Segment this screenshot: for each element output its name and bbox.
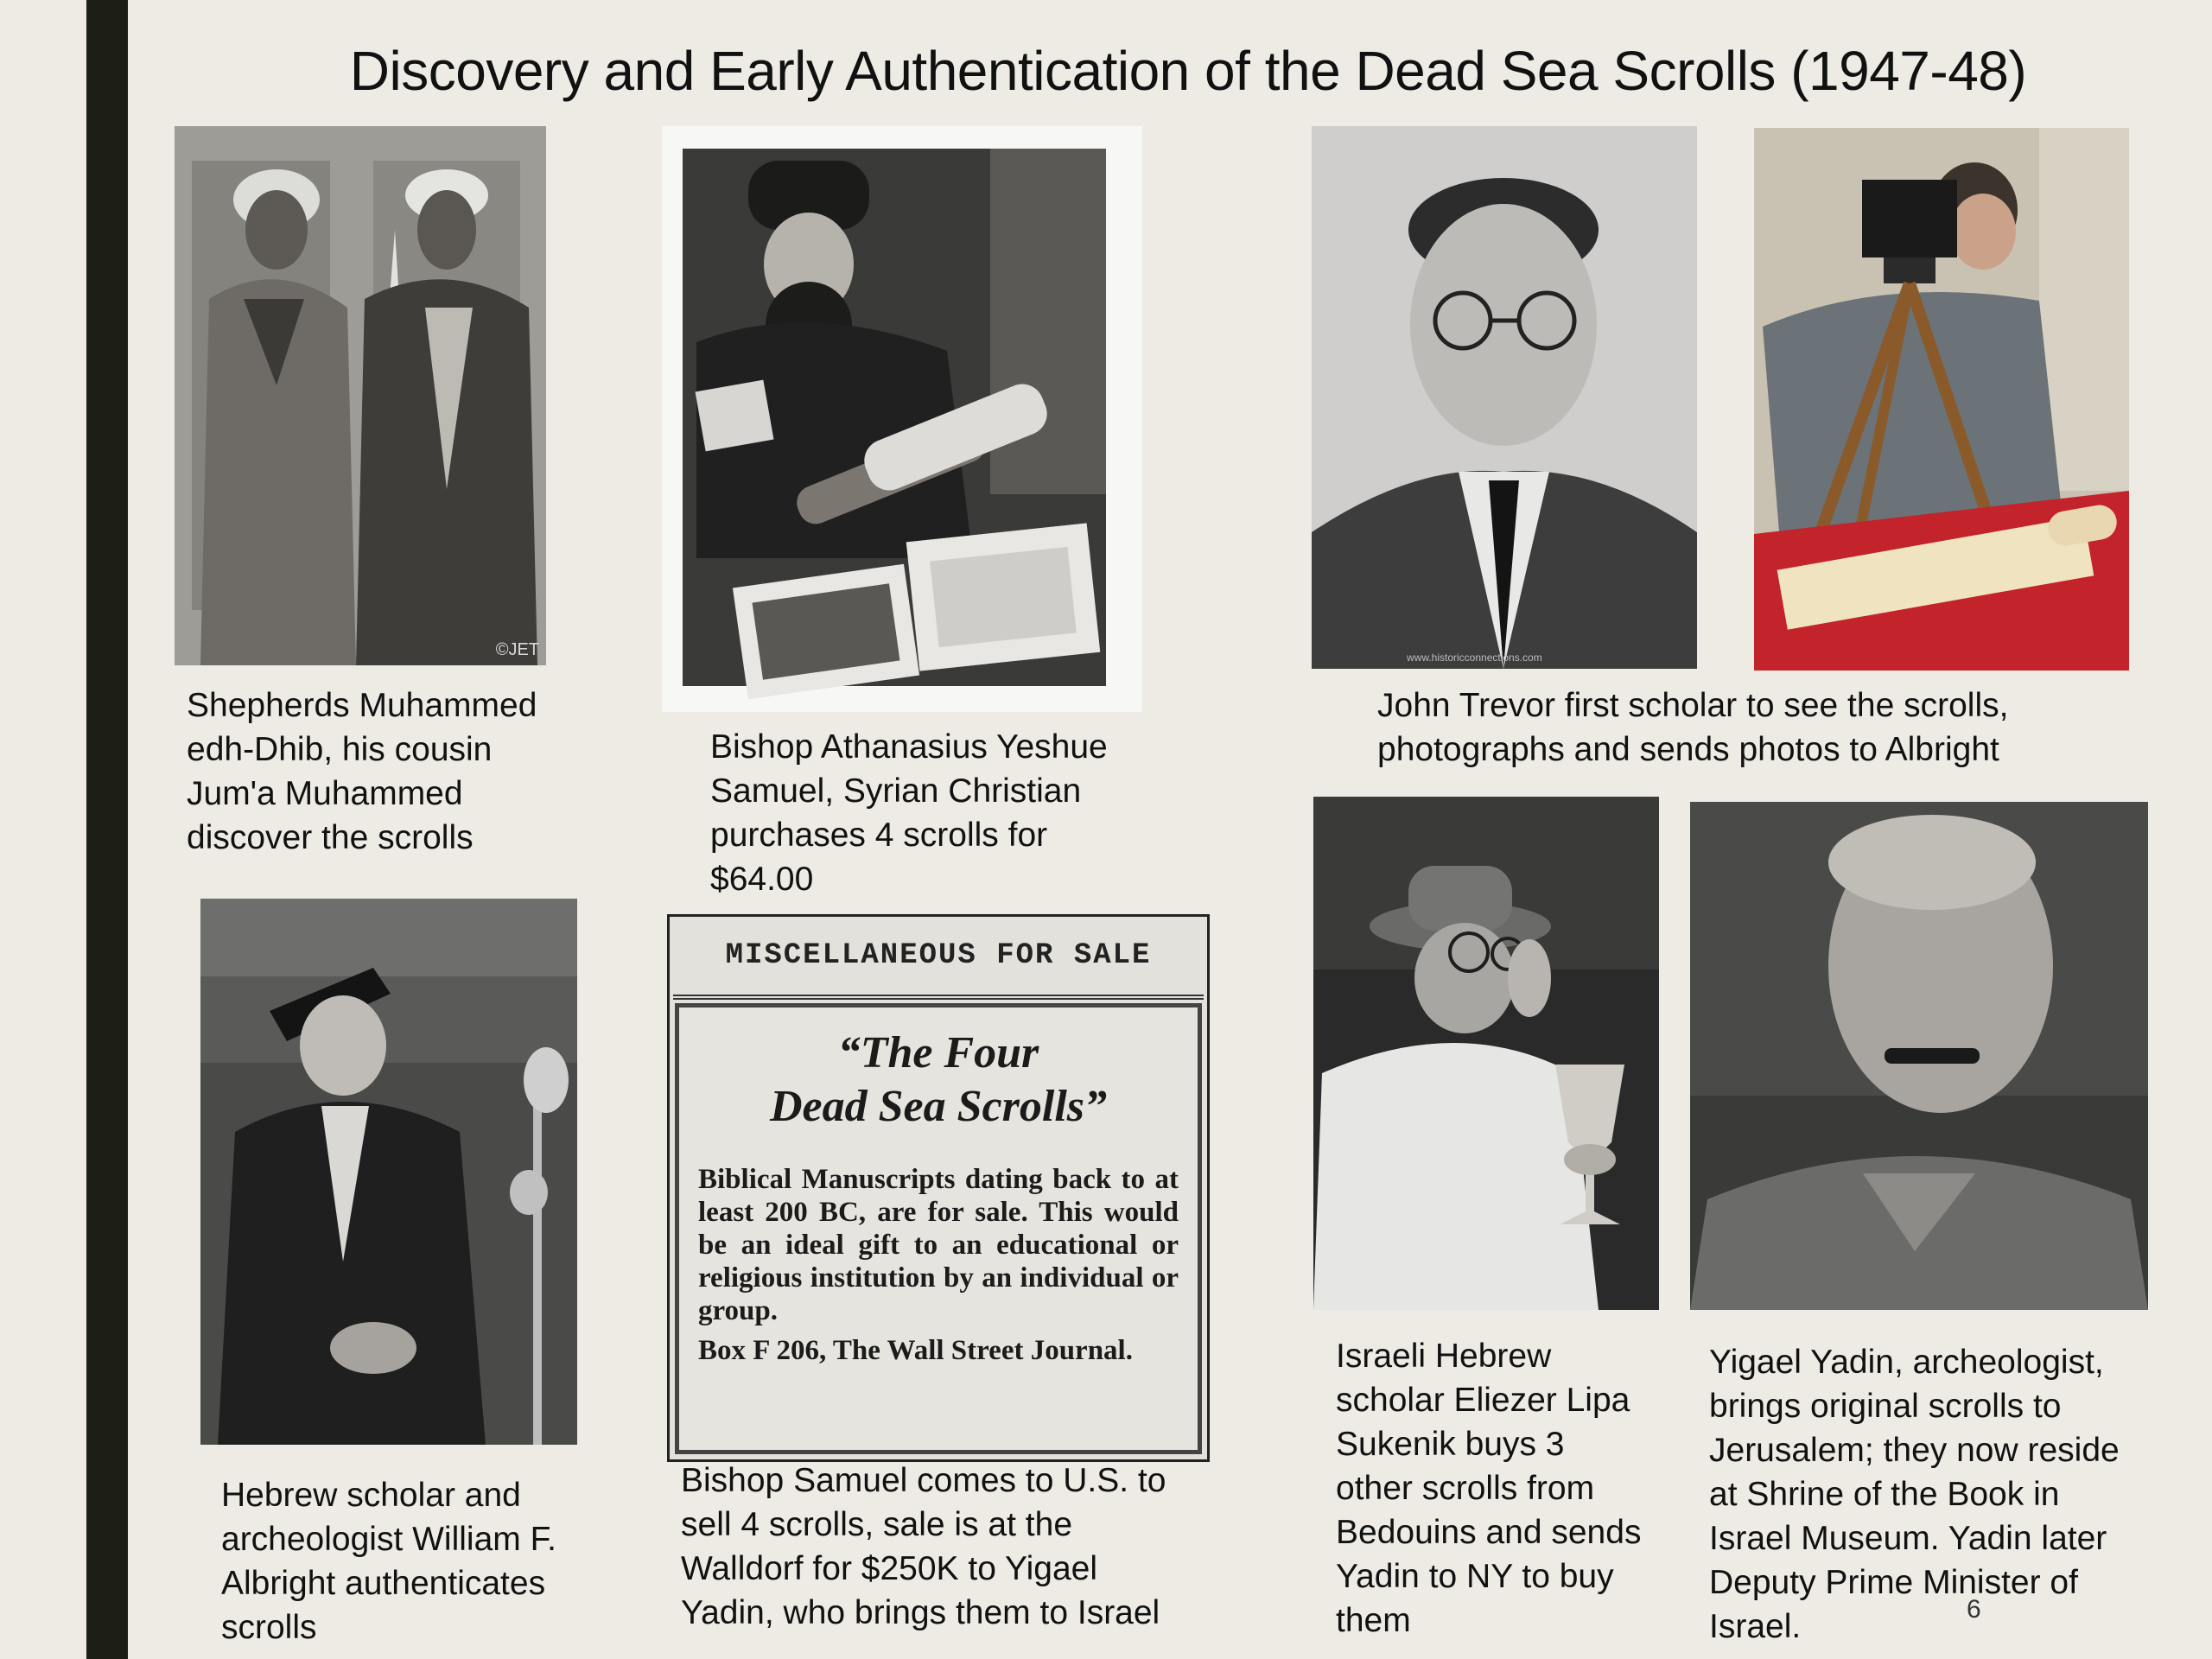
caption-line: discover the scrolls xyxy=(187,819,474,856)
caption-line: Israel. xyxy=(1709,1608,1802,1645)
caption-samuel-us xyxy=(681,1459,1166,1635)
caption-line: edh-Dhib, his cousin xyxy=(187,731,493,768)
caption-line: purchases 4 scrolls for xyxy=(710,817,1048,854)
caption-line: Walldorf for $250K to Yigael xyxy=(681,1550,1097,1587)
caption-line: Bishop Athanasius Yeshue xyxy=(710,728,1108,766)
photo-watermark: www.historicconnections.com xyxy=(1407,652,1542,664)
sukenik-holding-cup-photo-icon xyxy=(1313,797,1659,1310)
newspaper-ad-box xyxy=(675,1003,1202,1454)
yigael-yadin-portrait-photo-icon xyxy=(1690,802,2148,1310)
slide-title: Discovery and Early Authentication of the Dead Sea Scrolls (1947-48) xyxy=(349,40,2027,102)
caption-line: Albright authenticates xyxy=(221,1565,546,1602)
caption-line: $64.00 xyxy=(710,861,814,898)
caption-line: Samuel, Syrian Christian xyxy=(710,772,1082,810)
john-trevor-portrait-photo-icon xyxy=(1312,126,1697,669)
caption-line: Bedouins and sends xyxy=(1336,1514,1642,1551)
caption-trevor xyxy=(1377,683,2008,772)
caption-line: Israeli Hebrew xyxy=(1336,1338,1552,1375)
caption-sukenik xyxy=(1336,1334,1641,1643)
caption-line: sell 4 scrolls, sale is at the xyxy=(681,1506,1073,1543)
albright-photo xyxy=(200,899,577,1445)
trevor-photographing-scroll-photo-icon xyxy=(1754,128,2129,671)
caption-albright xyxy=(221,1473,556,1649)
caption-yadin xyxy=(1709,1340,2120,1649)
bishop-with-scroll-photo-icon xyxy=(662,126,1142,712)
caption-line: Yadin, who brings them to Israel xyxy=(681,1594,1160,1631)
caption-line: archeologist William F. xyxy=(221,1521,556,1558)
left-accent-bar xyxy=(86,0,128,1659)
yadin-photo xyxy=(1690,802,2148,1310)
trevor-camera-photo xyxy=(1754,128,2129,671)
caption-line: Israel Museum. Yadin later xyxy=(1709,1520,2107,1557)
caption-line: scholar Eliezer Lipa xyxy=(1336,1382,1630,1419)
photo-watermark: ©JET xyxy=(495,640,539,659)
caption-line: at Shrine of the Book in xyxy=(1709,1476,2060,1513)
caption-line: them xyxy=(1336,1602,1411,1639)
caption-line: Sukenik buys 3 xyxy=(1336,1426,1565,1463)
caption-line: John Trevor first scholar to see the scrolls, xyxy=(1377,687,2009,724)
caption-line: Yadin to NY to buy xyxy=(1336,1558,1614,1595)
caption-line: photographs and sends photos to Albright xyxy=(1377,731,1999,768)
caption-line: Hebrew scholar and xyxy=(221,1477,521,1514)
caption-shepherds xyxy=(187,683,537,860)
caption-line: Bishop Samuel comes to U.S. to xyxy=(681,1462,1166,1499)
two-shepherds-photo-icon xyxy=(175,126,546,665)
caption-line: Jerusalem; they now reside xyxy=(1709,1432,2120,1469)
newspaper-ad-clipping xyxy=(667,914,1210,1462)
caption-line: other scrolls from xyxy=(1336,1470,1595,1507)
caption-line: Jum'a Muhammed xyxy=(187,775,463,812)
caption-bishop xyxy=(710,725,1108,901)
shepherds-photo xyxy=(175,126,546,665)
caption-line: scrolls xyxy=(221,1609,317,1646)
newspaper-ad-title-line: Dead Sea Scrolls” xyxy=(770,1082,1107,1131)
newspaper-ad-title-line: “The Four xyxy=(837,1028,1039,1077)
trevor-portrait-photo xyxy=(1312,126,1697,669)
newspaper-section-header: MISCELLANEOUS FOR SALE xyxy=(673,917,1204,1000)
newspaper-ad-body: Biblical Manuscripts dating back to at least 200 BC, are for sale. This would be an ideal gift to an educational or religious institution by an individual or group. xyxy=(698,1164,1179,1326)
sukenik-photo xyxy=(1313,797,1659,1310)
newspaper-ad-title xyxy=(679,1027,1198,1134)
newspaper-ad-box-number: Box F 206, The Wall Street Journal. xyxy=(698,1335,1133,1366)
slide-page-number: 6 xyxy=(1967,1595,1981,1624)
bishop-photo xyxy=(662,126,1142,712)
caption-line: Yigael Yadin, archeologist, xyxy=(1709,1344,2104,1381)
caption-line: Deputy Prime Minister of xyxy=(1709,1564,2078,1601)
caption-line: Shepherds Muhammed xyxy=(187,687,537,724)
albright-at-microphone-photo-icon xyxy=(200,899,577,1445)
caption-line: brings original scrolls to xyxy=(1709,1388,2062,1425)
